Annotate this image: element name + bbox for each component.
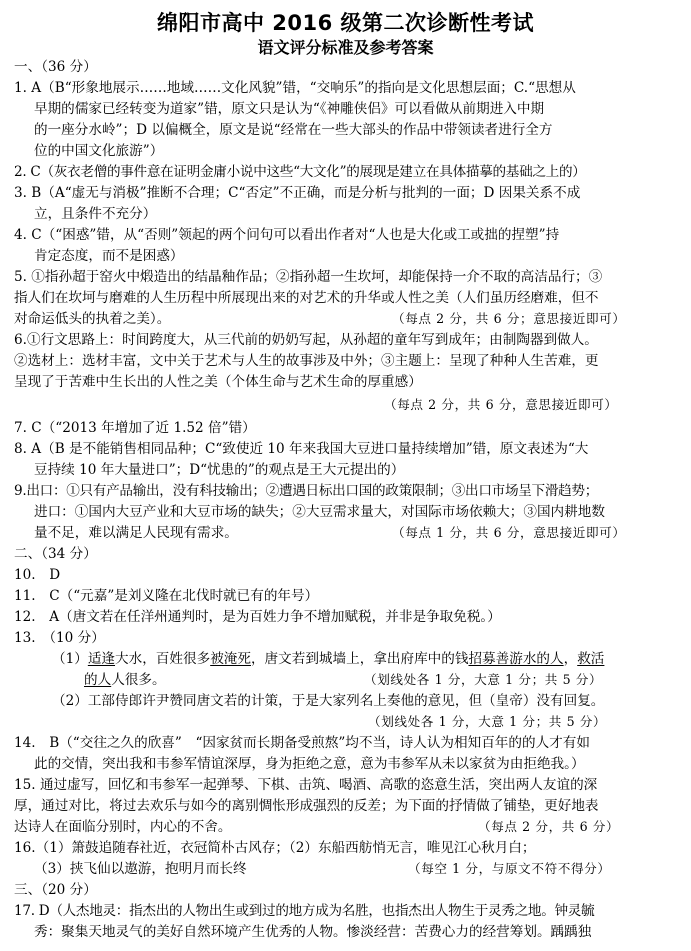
answer-line: 的一座分水岭”；D 以偏概全，原文是说“经常在一些大部头的作品中带领读者进行全方 xyxy=(34,122,553,138)
answer-line: 早期的儒家已经转变为道家”错，原文只是认为“《神雕侠侣》可以看做从前期进入中期 xyxy=(34,101,545,117)
scoring-note: （每点 1 分，共 6 分，意思接近即可） xyxy=(392,525,626,540)
section-two-heading: 二、（34 分） xyxy=(14,546,97,562)
text-segment: ，唐文若到城墙上，拿出府库中的钱 xyxy=(250,651,469,667)
text-segment: 人很多。 xyxy=(111,672,166,688)
answer-line: 13. （10 分） xyxy=(14,630,105,646)
text-segment: 大水，百姓很多 xyxy=(115,651,211,667)
answer-line: 达诗人在面临分别时，内心的不舍。 xyxy=(14,819,232,835)
exam-subtitle: 语文评分标准及参考答案 xyxy=(257,38,434,57)
answer-line-q13-1 xyxy=(52,649,604,669)
underlined-keyword: 适逢 xyxy=(87,651,116,667)
answer-line: 6.①行文思路上：时间跨度大，从三代前的奶奶写起，从孙超的童年写到成年；由制陶器到做人。 xyxy=(14,332,598,348)
underlined-keyword: 招募善游水的人 xyxy=(468,651,564,667)
answer-line: 1. A（B“形象地展示……地域……文化风貌”错，“交响乐”的指向是文化思想层面；C.“思想从 xyxy=(14,80,576,96)
answer-line: 秀：聚集天地灵气的美好自然环境产生优秀的人物。惨淡经营：苦费心力的经营筹划。踽踽独 xyxy=(34,924,592,940)
answer-line: 对命运低头的执着之美）。 xyxy=(14,311,171,327)
answer-line: 15. 通过虚写，回忆和韦参军一起弹琴、下棋、击筑、喝酒、高歌的恣意生活，突出两人友谊的深 xyxy=(14,777,598,793)
scoring-note: （划线处各 1 分，大意 1 分；共 5 分） xyxy=(364,672,603,687)
answer-line: 7. C（“2013 年增加了近 1.52 倍”错） xyxy=(14,420,256,436)
answer-line: 14. B（“交往之久的欣喜” “因家贫而长期备受煎熬”均不当，诗人认为相知百年的的人才有如 xyxy=(14,735,590,751)
underlined-keyword: 的人 xyxy=(84,672,112,688)
answer-line: 8. A（B 是不能销售相同品种；C“致使近 10 年来我国大豆进口量持续增加”错，原文表述为“大 xyxy=(14,441,589,457)
underlined-keyword: 被淹死 xyxy=(210,651,251,667)
answer-line: 17. D（人杰地灵：指杰出的人物出生或到过的地方成为名胜，也指杰出人物生于灵秀之地。钟灵毓 xyxy=(14,903,595,919)
answer-line: 豆持续 10 年大量进口”；D“忧患的”的观点是王大元提出的） xyxy=(34,462,405,478)
answer-line: 5. ①指孙超于窑火中煅造出的结晶釉作品；②指孙超一生坎坷，却能保持一介不取的高洁品行；③ xyxy=(14,269,603,285)
answer-line: 2. C（灰衣老僧的事件意在证明金庸小说中这些“大文化”的展现是建立在具体描摹的基础之上的） xyxy=(14,164,586,180)
answer-line xyxy=(84,670,166,690)
scoring-note: （每点 2 分，共 6 分，意思接近即可） xyxy=(384,397,618,412)
answer-line: （2）工部侍郎许尹赞同唐文若的计策，于是大家列名上奏他的意见，但（皇帝）没有回复。 xyxy=(52,693,605,709)
scoring-note: （每空 1 分，与原文不符不得分） xyxy=(408,861,611,876)
answer-line: 11. C（“元嘉”是刘义隆在北伐时就已有的年号） xyxy=(14,588,319,604)
answer-line: 肯定态度，而不是困惑） xyxy=(34,248,184,264)
answer-line: 16.（1）箫鼓追随春社近，衣冠简朴古风存；（2）东船西舫悄无言，唯见江心秋月白； xyxy=(14,840,536,856)
answer-line: 指人们在坎坷与磨难的人生历程中所展现出来的对艺术的升华或人性之美（人们虽历经磨难，但不 xyxy=(14,290,599,306)
answer-line: 量不足，难以满足人民现有需求。 xyxy=(34,525,238,541)
answer-line: （3）挟飞仙以遨游，抱明月而长终 xyxy=(34,861,247,877)
answer-line: 9.出口：①只有产品输出，没有科技输出；②遭遇日标出口国的政策限制；③出口市场呈下滑趋势； xyxy=(14,483,598,499)
answer-line: 此的交情，突出我和韦参军情谊深厚，身为拒绝之意，意为韦参军从未以家贫为由拒绝我。） xyxy=(34,756,585,772)
answer-line: 10. D xyxy=(14,567,61,583)
answer-line: 立，且条件不充分） xyxy=(34,206,157,222)
answer-line: 呈现了于苦难中生长出的人性之美（个体生命与艺术生命的厚重感） xyxy=(14,374,422,390)
scoring-note: （每点 2 分，共 6 分） xyxy=(478,819,620,834)
underlined-keyword: 救活 xyxy=(577,651,605,667)
answer-line: 4. C（“困惑”错，从“否则”领起的两个问句可以看出作者对“人也是大化或工或拙的捏塑”持 xyxy=(14,227,560,243)
section-three-heading: 三、（20 分） xyxy=(14,882,97,898)
exam-title: 绵阳市高中 2016 级第二次诊断性考试 xyxy=(156,11,535,35)
answer-line: 12. A（唐文若在任洋州通判时，是为百姓力争不增加赋税，并非是争取免税。） xyxy=(14,609,501,625)
answer-line: 位的中国文化旅游”） xyxy=(34,143,164,159)
text-segment: ， xyxy=(563,651,578,667)
scoring-note: （划线处各 1 分，大意 1 分；共 5 分） xyxy=(368,714,607,729)
answer-line: 3. B（A“虚无与消极”推断不合理；C“否定”不正确，而是分析与批判的一面；D 因果关系不成 xyxy=(14,185,581,201)
answer-line: 厚，通过对比，将过去欢乐与如今的离别惆怅形成强烈的反差；为下面的抒情做了铺垫，更好地表 xyxy=(14,798,599,814)
answer-line: ②选材上：选材丰富，文中关于艺术与人生的故事涉及中外；③主题上：呈现了种种人生苦难，更 xyxy=(14,353,599,369)
answer-line: 进口：①国内大豆产业和大豆市场的缺失；②大豆需求量大，对国际市场依赖大；③国内耕地数 xyxy=(34,504,605,520)
text-segment: （1） xyxy=(52,651,88,667)
scoring-note: （每点 2 分，共 6 分；意思接近即可） xyxy=(392,311,626,326)
section-one-heading: 一、（36 分） xyxy=(14,59,97,75)
